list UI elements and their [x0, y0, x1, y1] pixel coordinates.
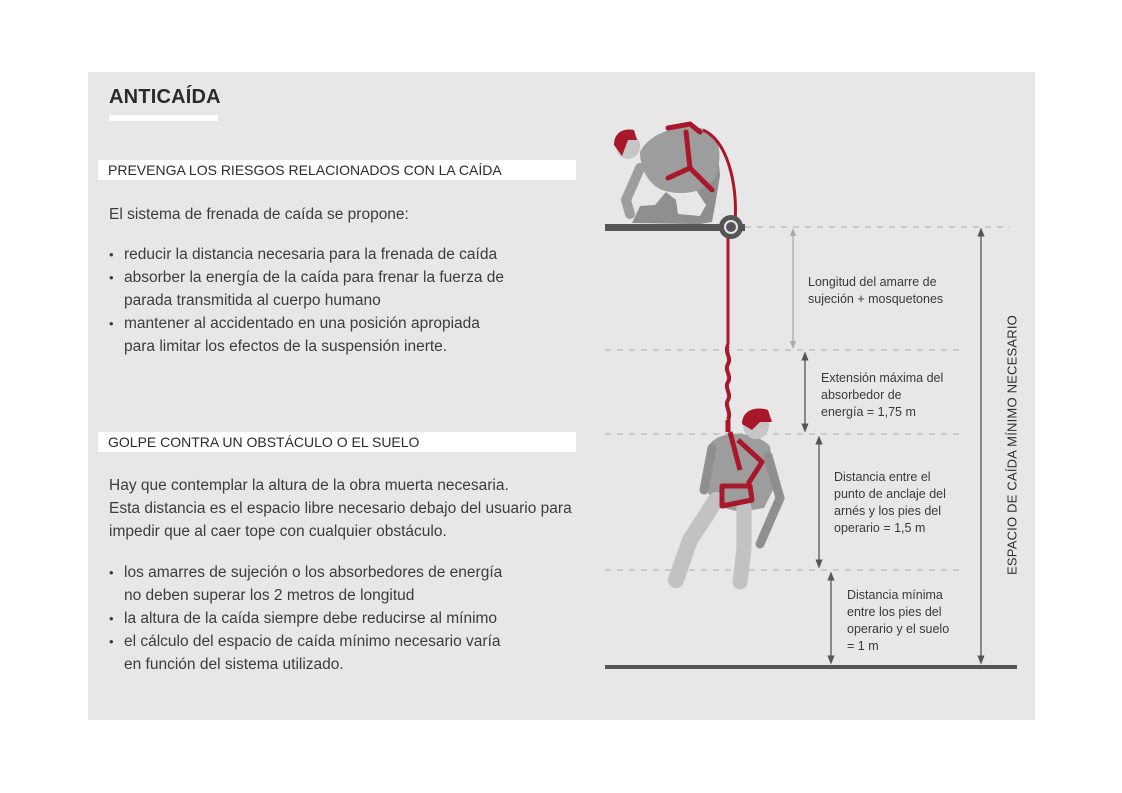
list-item: • mantener al accidentado en una posición apropiada para limitar los efectos de la suspensión inerte.: [109, 312, 504, 358]
section-heading-obstacle: GOLPE CONTRA UN OBSTÁCULO O EL SUELO: [98, 432, 576, 452]
list-item: • el cálculo del espacio de caída mínimo necesario varía en función del sistema utilizado.: [109, 630, 502, 676]
anchor-ring-icon: [719, 215, 743, 239]
section-heading-prevention: PREVENGA LOS RIESGOS RELACIONADOS CON LA CAÍDA: [98, 160, 576, 180]
label-minimum-fall-space: ESPACIO DE CAÍDA MÍNIMO NECESARIO: [1004, 315, 1020, 575]
obstacle-paragraph: Hay que contemplar la altura de la obra muerta necesaria. Esta distancia es el espacio libre necesario debajo del usuario para impedir que al caer tope con cualquier obstáculo.: [109, 477, 572, 540]
page-title: ANTICAÍDA: [109, 86, 221, 108]
label-harness-distance: Distancia entre el punto de anclaje del arnés y los pies del operario = 1,5 m: [834, 470, 946, 535]
label-absorber-extension: Extensión máxima del absorbedor de energía = 1,75 m: [821, 371, 944, 419]
crouching-worker-figure: [614, 124, 735, 225]
label-lanyard-length: Longitud del amarre de sujeción + mosquetones: [808, 275, 944, 306]
list-item: • reducir la distancia necesaria para la frenada de caída: [109, 243, 504, 266]
energy-absorber: [727, 345, 729, 420]
list-item: • la altura de la caída siempre debe reducirse al mínimo: [109, 607, 502, 630]
section-intro: El sistema de frenada de caída se propone:: [109, 206, 409, 223]
ground-line: [605, 665, 1017, 669]
list-item: • absorber la energía de la caída para frenar la fuerza de parada transmitida al cuerpo humano: [109, 266, 504, 312]
label-ground-clearance: Distancia mínima entre los pies del operario y el suelo = 1 m: [847, 588, 950, 653]
list-item: • los amarres de sujeción o los absorbedores de energía no deben superar los 2 metros de longitud: [109, 561, 502, 607]
